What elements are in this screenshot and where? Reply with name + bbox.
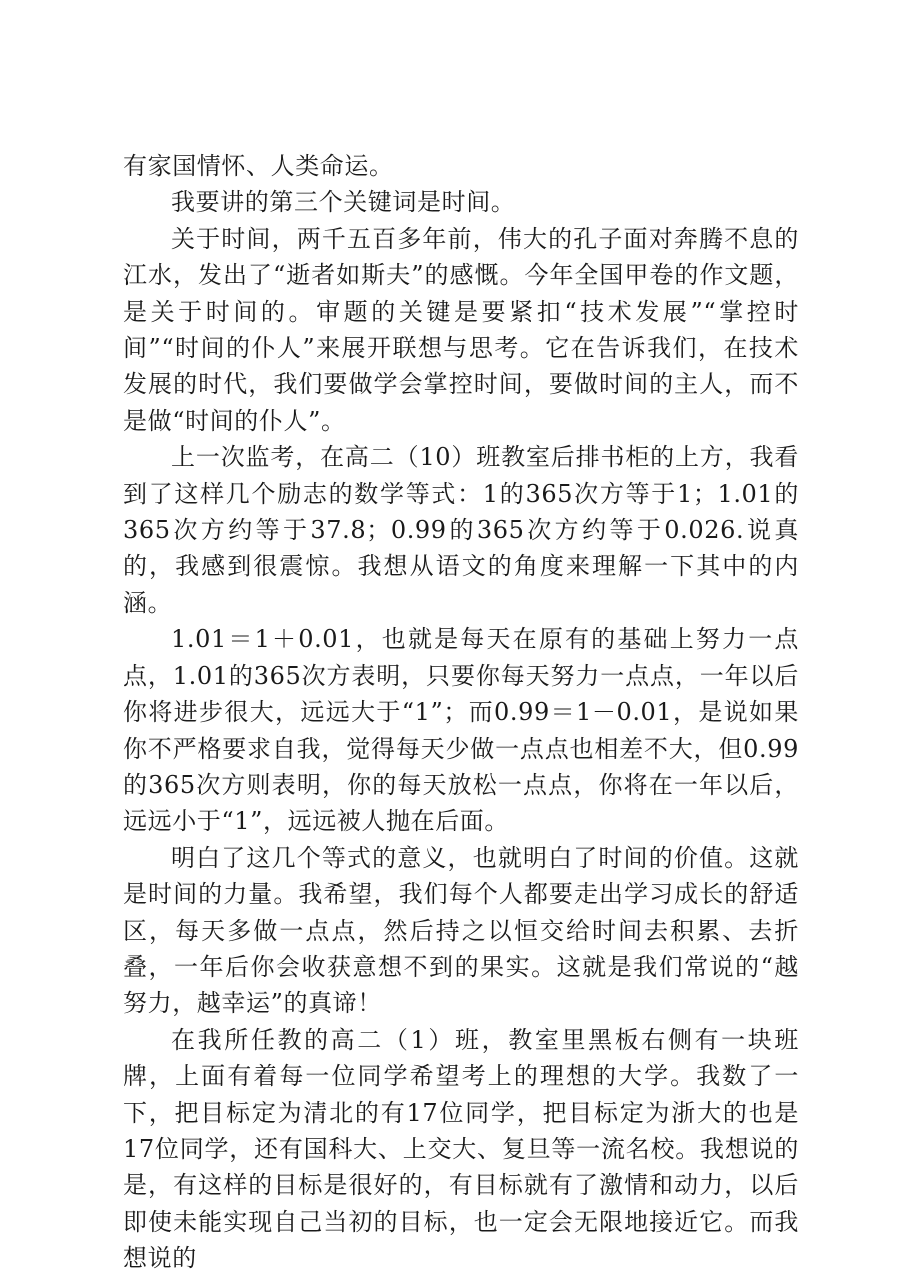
paragraph-continuation: 有家国情怀、人类命运。 xyxy=(123,152,394,180)
paragraph-equation-meaning: 1.01＝1＋0.01，也就是每天在原有的基础上努力一点点，1.01的365次方表明，只要你每天努力一点点，一年以后你将进步很大，远远大于“1”；而0.99＝1－0.01，是说如果你不严格要求自我，觉得每天少做一点点也相差不大，但0.99的365次方则表明，你的每天放松一点点，你将在一年以后，远远小于“1”，远远被人抛在后面。 xyxy=(123,625,799,836)
paragraph-keyword-intro: 我要讲的第三个关键词是时间。 xyxy=(171,188,516,217)
paragraph-confucius-time: 关于时间，两千五百多年前，伟大的孔子面对奔腾不息的江水，发出了“逝者如斯夫”的感慨。今年全国甲卷的作文题，是关于时间的。审题的关键是要紧扣“技术发展”“掌控时间”“时间的仆人”来展开联想与思考。它在告诉我们，在技术发展的时代，我们要做学会掌控时间，要做时间的主人，而不是做“时间的仆人”。 xyxy=(123,224,799,435)
document-body xyxy=(123,148,799,1277)
paragraph-math-equations: 上一次监考，在高二（10）班教室后排书柜的上方，我看到了这样几个励志的数学等式：1的365次方等于1；1.01的365次方约等于37.8；0.99的365次方约等于0.026.说真的，我感到很震惊。我想从语文的角度来理解一下其中的内涵。 xyxy=(123,443,799,617)
paragraph-value-of-time: 明白了这几个等式的意义，也就明白了时间的价值。这就是时间的力量。我希望，我们每个人都要走出学习成长的舒适区，每天多做一点点，然后持之以恒交给时间去积累、去折叠，一年后你会收获意想不到的果实。这就是我们常说的“越努力，越幸运”的真谛！ xyxy=(123,843,799,1018)
paragraph-class-goals: 在我所任教的高二（1）班，教室里黑板右侧有一块班牌，上面有着每一位同学希望考上的理想的大学。我数了一下，把目标定为清北的有17位同学，把目标定为浙大的也是17位同学，还有国科大、上交大、复旦等一流名校。我想说的是，有这样的目标是很好的，有目标就有了激情和动力，以后即使未能实现自己当初的目标，也一定会无限地接近它。而我想说的 xyxy=(123,1025,799,1273)
